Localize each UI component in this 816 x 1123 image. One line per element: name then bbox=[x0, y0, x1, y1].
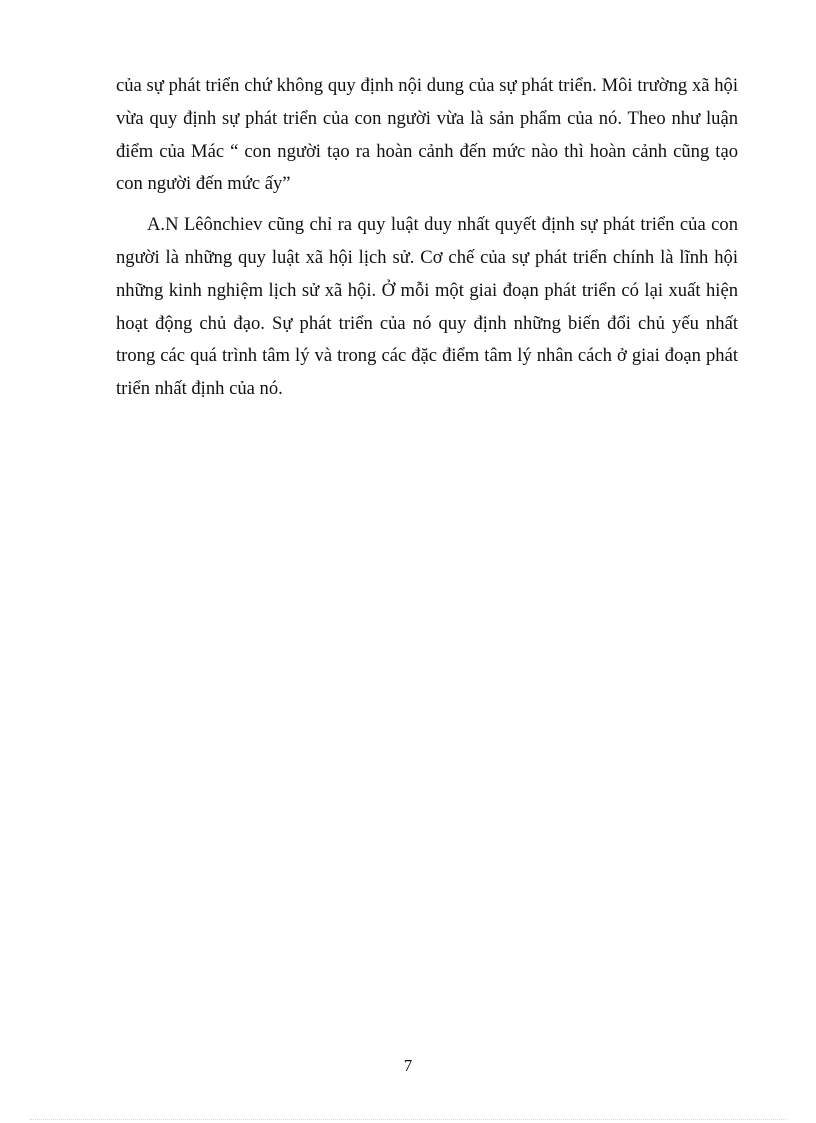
body-text bbox=[116, 70, 738, 406]
page-bottom-divider bbox=[30, 1119, 786, 1120]
paragraph-continuation: của sự phát triển chứ không quy định nội dung của sự phát triển. Môi trường xã hội vừa quy định sự phát triển của con người vừa là sản phẩm của nó. Theo như luận điểm của Mác “ con người tạo ra hoàn cảnh đến mức nào thì hoàn cảnh cũng tạo con người đến mức ấy” bbox=[116, 75, 738, 195]
page-number: 7 bbox=[403, 1056, 413, 1075]
paragraph-leonchiev: A.N Lêônchiev cũng chỉ ra quy luật duy nhất quyết định sự phát triển của con người là những quy luật xã hội lịch sử. Cơ chế của sự phát triển chính là lĩnh hội những kinh nghiệm lịch sử xã hội. Ở mỗi một giai đoạn phát triển có lại xuất hiện hoạt động chủ đạo. Sự phát triển của nó quy định những biến đổi chủ yếu nhất trong các quá trình tâm lý và trong các đặc điểm tâm lý nhân cách ở giai đoạn phát triển nhất định của nó. bbox=[116, 214, 738, 400]
